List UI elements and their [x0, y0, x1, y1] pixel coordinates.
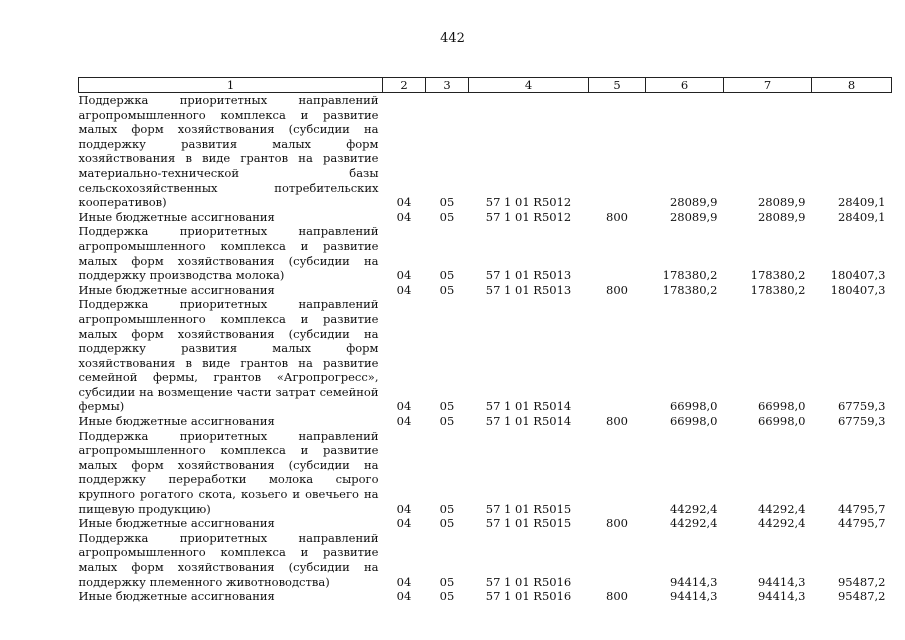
cell-target-code: 57 1 01 R5016	[485, 574, 572, 589]
cell-amount-7: 94414,3	[757, 589, 806, 604]
cell-subsection: 05	[439, 209, 455, 224]
cell-subsection: 05	[439, 268, 455, 283]
table-row	[79, 224, 892, 282]
cell-amount-6: 94414,3	[669, 574, 718, 589]
cell-expense-type: 800	[606, 414, 628, 429]
cell-amount-8: 180407,3	[830, 268, 886, 283]
cell-section: 04	[396, 589, 412, 604]
cell-amount-7: 178380,2	[750, 282, 806, 297]
row-name: Поддержка приоритетных направлений агропромышленного комплекса и развитие малых форм хозяйствования (субсидии на поддержку производства молока)	[78, 224, 379, 283]
cell-subsection: 05	[439, 414, 455, 429]
cell-subsection: 05	[439, 282, 455, 297]
cell-target-code: 57 1 01 R5016	[485, 589, 572, 604]
cell-amount-6: 28089,9	[669, 209, 718, 224]
cell-amount-6: 66998,0	[669, 399, 718, 414]
cell-amount-8: 67759,3	[837, 399, 886, 414]
cell-target-code: 57 1 01 R5015	[485, 516, 572, 531]
cell-expense-type	[589, 531, 646, 589]
cell-target-code: 57 1 01 R5012	[485, 195, 572, 210]
budget-table	[78, 77, 892, 604]
row-name: Иные бюджетные ассигнования	[78, 516, 275, 531]
cell-section: 04	[396, 268, 412, 283]
cell-expense-type: 800	[606, 516, 628, 531]
table-row	[79, 429, 892, 517]
cell-amount-7: 66998,0	[757, 399, 806, 414]
cell-amount-8: 67759,3	[837, 414, 886, 429]
cell-expense-type: 800	[606, 282, 628, 297]
cell-subsection: 05	[439, 574, 455, 589]
column-header: 6	[646, 78, 724, 93]
column-header: 5	[589, 78, 646, 93]
cell-expense-type	[589, 429, 646, 517]
cell-amount-6: 28089,9	[669, 195, 718, 210]
cell-target-code: 57 1 01 R5013	[485, 268, 572, 283]
cell-target-code: 57 1 01 R5012	[485, 209, 572, 224]
cell-amount-7: 28089,9	[757, 195, 806, 210]
table-row	[79, 93, 892, 210]
column-header: 7	[724, 78, 812, 93]
cell-section: 04	[396, 501, 412, 516]
cell-amount-7: 94414,3	[757, 574, 806, 589]
cell-amount-8: 44795,7	[837, 501, 886, 516]
cell-expense-type: 800	[606, 209, 628, 224]
cell-section: 04	[396, 414, 412, 429]
table-row	[79, 283, 892, 298]
cell-amount-6: 44292,4	[669, 516, 718, 531]
cell-amount-8: 95487,2	[837, 574, 886, 589]
row-name: Поддержка приоритетных направлений агропромышленного комплекса и развитие малых форм хозяйствования (субсидии на поддержку племенного животноводства)	[78, 530, 379, 589]
cell-amount-6: 44292,4	[669, 501, 718, 516]
cell-amount-8: 95487,2	[837, 589, 886, 604]
cell-amount-8: 28409,1	[837, 209, 886, 224]
cell-section: 04	[396, 399, 412, 414]
cell-target-code: 57 1 01 R5015	[485, 501, 572, 516]
column-header: 4	[469, 78, 589, 93]
cell-expense-type	[589, 93, 646, 210]
cell-amount-6: 178380,2	[662, 268, 718, 283]
table-row	[79, 297, 892, 414]
cell-subsection: 05	[439, 501, 455, 516]
cell-subsection: 05	[439, 195, 455, 210]
cell-amount-7: 178380,2	[750, 268, 806, 283]
cell-target-code: 57 1 01 R5014	[485, 414, 572, 429]
row-name: Иные бюджетные ассигнования	[78, 282, 275, 297]
cell-expense-type	[589, 224, 646, 282]
header-row	[79, 78, 892, 93]
cell-amount-8: 28409,1	[837, 195, 886, 210]
cell-amount-7: 28089,9	[757, 209, 806, 224]
cell-amount-6: 178380,2	[662, 282, 718, 297]
row-name: Иные бюджетные ассигнования	[78, 589, 275, 604]
cell-amount-8: 180407,3	[830, 282, 886, 297]
cell-subsection: 05	[439, 399, 455, 414]
cell-subsection: 05	[439, 516, 455, 531]
cell-amount-7: 66998,0	[757, 414, 806, 429]
cell-amount-6: 66998,0	[669, 414, 718, 429]
row-name: Иные бюджетные ассигнования	[78, 209, 275, 224]
cell-section: 04	[396, 282, 412, 297]
cell-amount-6: 94414,3	[669, 589, 718, 604]
cell-expense-type: 800	[606, 589, 628, 604]
column-header: 1	[79, 78, 383, 93]
cell-amount-7: 44292,4	[757, 516, 806, 531]
cell-amount-8: 44795,7	[837, 516, 886, 531]
row-name: Поддержка приоритетных направлений агропромышленного комплекса и развитие малых форм хозяйствования (субсидии на поддержку переработки молока сырого крупного рогатого скота, козьего и овечьего на пищевую продукцию)	[78, 428, 379, 516]
cell-expense-type	[589, 297, 646, 414]
row-name: Поддержка приоритетных направлений агропромышленного комплекса и развитие малых форм хозяйствования (субсидии на поддержку развития малых форм хозяйствования в виде грантов на развитие материально-технической базы сельскохозяйственных потребительских кооперативов)	[78, 93, 379, 210]
cell-section: 04	[396, 574, 412, 589]
table-row	[79, 210, 892, 225]
column-header: 3	[426, 78, 469, 93]
cell-section: 04	[396, 195, 412, 210]
cell-section: 04	[396, 209, 412, 224]
cell-subsection: 05	[439, 589, 455, 604]
table-row	[79, 589, 892, 604]
table-row	[79, 414, 892, 429]
cell-section: 04	[396, 516, 412, 531]
column-header: 2	[383, 78, 426, 93]
row-name: Иные бюджетные ассигнования	[78, 414, 275, 429]
table-row	[79, 516, 892, 531]
table-row	[79, 531, 892, 589]
cell-amount-7: 44292,4	[757, 501, 806, 516]
page-number: 442	[440, 31, 465, 46]
row-name: Поддержка приоритетных направлений агропромышленного комплекса и развитие малых форм хозяйствования (субсидии на поддержку развития малых форм хозяйствования в виде грантов на развитие семейной фермы, грантов «Агропрогресс», субсидии на возмещение части затрат семейной фермы)	[78, 297, 379, 414]
column-header: 8	[812, 78, 892, 93]
cell-target-code: 57 1 01 R5014	[485, 399, 572, 414]
cell-target-code: 57 1 01 R5013	[485, 282, 572, 297]
